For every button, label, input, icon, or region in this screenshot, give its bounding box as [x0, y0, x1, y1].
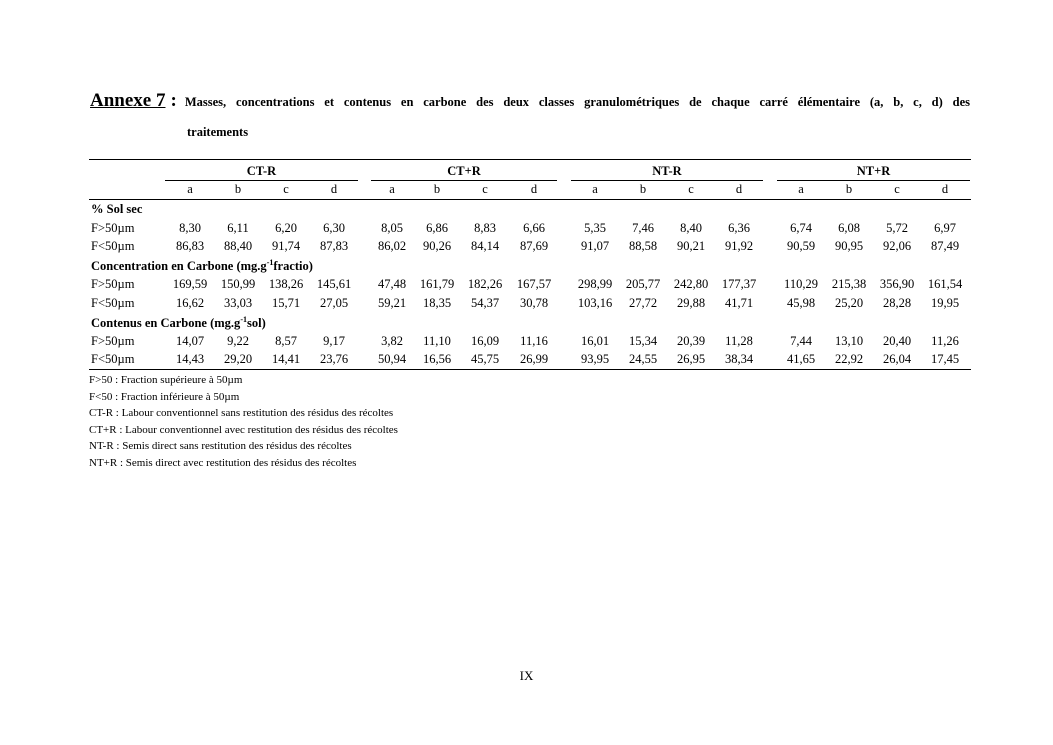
group-header-ct-plus-r: CT+R	[447, 164, 481, 178]
legend-item: CT+R : Labour conventionnel avec restitution des résidus des récoltes	[89, 423, 398, 436]
table-cell: 17,45	[930, 352, 960, 366]
table-cell: 22,92	[834, 352, 864, 366]
subcol-header: c	[482, 182, 488, 196]
row-label: F>50µm	[91, 334, 135, 348]
subcol-header: a	[592, 182, 598, 196]
table-cell: 25,20	[834, 296, 864, 310]
table-cell: 167,57	[516, 277, 552, 291]
table-cell: 3,82	[381, 334, 403, 348]
table-cell: 20,39	[676, 334, 706, 348]
group-header-nt-r: NT-R	[652, 164, 682, 178]
table-cell: 13,10	[834, 334, 864, 348]
table-cell: 18,35	[422, 296, 452, 310]
table-cell: 215,38	[831, 277, 867, 291]
table-cell: 92,06	[882, 239, 912, 253]
table-cell: 11,10	[423, 334, 451, 348]
table-cell: 6,74	[790, 221, 812, 235]
caption-text: Masses, concentrations et contenus en carbone des deux classes granulométriques de chaque carré élémentaire (a, b, c, d) des	[184, 95, 970, 109]
table-cell: 110,29	[784, 277, 818, 291]
table-cell: 26,95	[676, 352, 706, 366]
table-cell: 11,16	[520, 334, 548, 348]
subcol-header: a	[187, 182, 193, 196]
subcol-header: d	[941, 182, 949, 196]
table-cell: 205,77	[625, 277, 661, 291]
table-cell: 23,76	[319, 352, 349, 366]
subheader-rule	[89, 199, 971, 200]
table-cell: 86,02	[377, 239, 407, 253]
table-cell: 8,40	[680, 221, 702, 235]
table-cell: 8,83	[474, 221, 496, 235]
table-cell: 6,66	[523, 221, 545, 235]
table-cell: 161,79	[419, 277, 455, 291]
table-cell: 242,80	[673, 277, 709, 291]
table-cell: 356,90	[879, 277, 915, 291]
table-cell: 59,21	[377, 296, 407, 310]
table-cell: 90,59	[786, 239, 816, 253]
subcol-header: b	[639, 182, 647, 196]
table-cell: 90,21	[676, 239, 706, 253]
table-cell: 87,49	[930, 239, 960, 253]
table-cell: 103,16	[577, 296, 613, 310]
legend-item: F>50 : Fraction supérieure à 50µm	[89, 374, 243, 386]
table-cell: 6,86	[426, 221, 448, 235]
row-label: F<50µm	[91, 352, 135, 366]
table-cell: 50,94	[377, 352, 407, 366]
table-cell: 38,34	[724, 352, 754, 366]
table-cell: 169,59	[172, 277, 208, 291]
table-cell: 138,26	[268, 277, 304, 291]
table-cell: 298,99	[577, 277, 613, 291]
table-cell: 54,37	[470, 296, 500, 310]
row-label: F>50µm	[91, 221, 135, 235]
row-label: F<50µm	[91, 239, 135, 253]
table-cell: 88,40	[223, 239, 253, 253]
table-cell: 84,14	[470, 239, 500, 253]
subcol-header: c	[894, 182, 900, 196]
legend-item: NT-R : Semis direct sans restitution des résidus des récoltes	[89, 440, 352, 452]
table-cell: 16,56	[422, 352, 452, 366]
table-cell: 90,26	[422, 239, 452, 253]
table-cell: 45,75	[470, 352, 500, 366]
table-cell: 6,36	[728, 221, 750, 235]
caption-text-continued: traitements	[187, 125, 249, 139]
group-underline-ctpr	[371, 180, 557, 181]
table-cell: 33,03	[223, 296, 253, 310]
table-cell: 177,37	[721, 277, 757, 291]
table-cell: 14,07	[175, 334, 205, 348]
group-underline-ntpr	[777, 180, 970, 181]
table-cell: 6,30	[323, 221, 345, 235]
table-top-rule	[89, 159, 971, 160]
table-cell: 15,71	[271, 296, 301, 310]
table-cell: 145,61	[316, 277, 352, 291]
caption	[90, 90, 970, 140]
subcol-header: d	[530, 182, 538, 196]
table-cell: 8,57	[275, 334, 297, 348]
table-cell: 6,08	[838, 221, 860, 235]
table-cell: 8,30	[179, 221, 201, 235]
table-cell: 161,54	[927, 277, 963, 291]
table-cell: 8,05	[381, 221, 403, 235]
table-cell: 91,07	[580, 239, 610, 253]
table-cell: 5,72	[886, 221, 908, 235]
subcol-header: c	[283, 182, 289, 196]
table-cell: 29,20	[223, 352, 253, 366]
table-cell: 29,88	[676, 296, 706, 310]
table-cell: 86,83	[175, 239, 205, 253]
subcol-header: c	[688, 182, 694, 196]
table-cell: 87,69	[519, 239, 549, 253]
group-underline-ntr	[571, 180, 763, 181]
page-number: IX	[519, 668, 534, 683]
section-title-sol-sec: % Sol sec	[91, 202, 143, 216]
section-title-contenus: Contenus en Carbone $(mg.g^{-1}sol)$	[91, 315, 266, 331]
table-cell: 28,28	[882, 296, 912, 310]
table-cell: 24,55	[628, 352, 658, 366]
table-cell: 93,95	[580, 352, 610, 366]
table-cell: 9,17	[323, 334, 345, 348]
table-cell: 9,22	[227, 334, 249, 348]
subcol-header: a	[389, 182, 395, 196]
table-cell: 91,74	[271, 239, 301, 253]
table-cell: 87,83	[319, 239, 349, 253]
subcol-header: b	[433, 182, 441, 196]
table-cell: 26,99	[519, 352, 549, 366]
table-cell: 30,78	[519, 296, 549, 310]
table-cell: 16,62	[175, 296, 205, 310]
table-cell: 15,34	[628, 334, 658, 348]
table-cell: 41,65	[786, 352, 816, 366]
table-bottom-rule	[89, 369, 971, 370]
subcol-header: b	[845, 182, 853, 196]
table-cell: 41,71	[724, 296, 754, 310]
legend-item: CT-R : Labour conventionnel sans restitution des résidus des récoltes	[89, 407, 394, 419]
subcol-header: d	[330, 182, 338, 196]
annex-colon: :	[170, 90, 177, 111]
table-cell: 7,44	[790, 334, 812, 348]
table-cell: 6,20	[275, 221, 297, 235]
table-cell: 88,58	[628, 239, 658, 253]
table-cell: 16,01	[580, 334, 610, 348]
subcol-header: a	[798, 182, 804, 196]
table-cell: 11,28	[725, 334, 753, 348]
table-cell: 27,72	[628, 296, 658, 310]
table-cell: 150,99	[220, 277, 256, 291]
table-cell: 20,40	[882, 334, 912, 348]
table-cell: 182,26	[467, 277, 503, 291]
annex-label: Annexe 7	[90, 90, 166, 111]
subcol-header: b	[234, 182, 242, 196]
table-cell: 19,95	[930, 296, 960, 310]
table-cell: 90,95	[834, 239, 864, 253]
table-cell: 6,97	[934, 221, 956, 235]
table-cell: 27,05	[319, 296, 349, 310]
legend	[89, 372, 398, 471]
group-header-ct-r: CT-R	[246, 164, 277, 178]
table-cell: 91,92	[724, 239, 754, 253]
table-cell: 14,41	[271, 352, 301, 366]
table-cell: 47,48	[377, 277, 407, 291]
legend-item: NT+R : Semis direct avec restitution des résidus des récoltes	[89, 456, 357, 469]
section-title-concentration: Concentration en Carbone $(mg.g^{-1}fractio)$	[91, 258, 313, 274]
table-cell: 6,11	[227, 221, 249, 235]
table-cell: 26,04	[882, 352, 912, 366]
row-label: F>50µm	[91, 277, 135, 291]
legend-item: F<50 : Fraction inférieure à 50µm	[89, 390, 240, 403]
subcol-header: d	[735, 182, 743, 196]
table-cell: 14,43	[175, 352, 205, 366]
group-underline-ctr	[165, 180, 358, 181]
table-cell: 11,26	[931, 334, 959, 348]
table-cell: 45,98	[786, 296, 816, 310]
table-cell: 5,35	[584, 221, 606, 235]
row-label: F<50µm	[91, 296, 135, 310]
table-cell: 7,46	[632, 221, 654, 235]
table-cell: 16,09	[470, 334, 500, 348]
group-header-nt-plus-r: NT+R	[856, 164, 891, 178]
